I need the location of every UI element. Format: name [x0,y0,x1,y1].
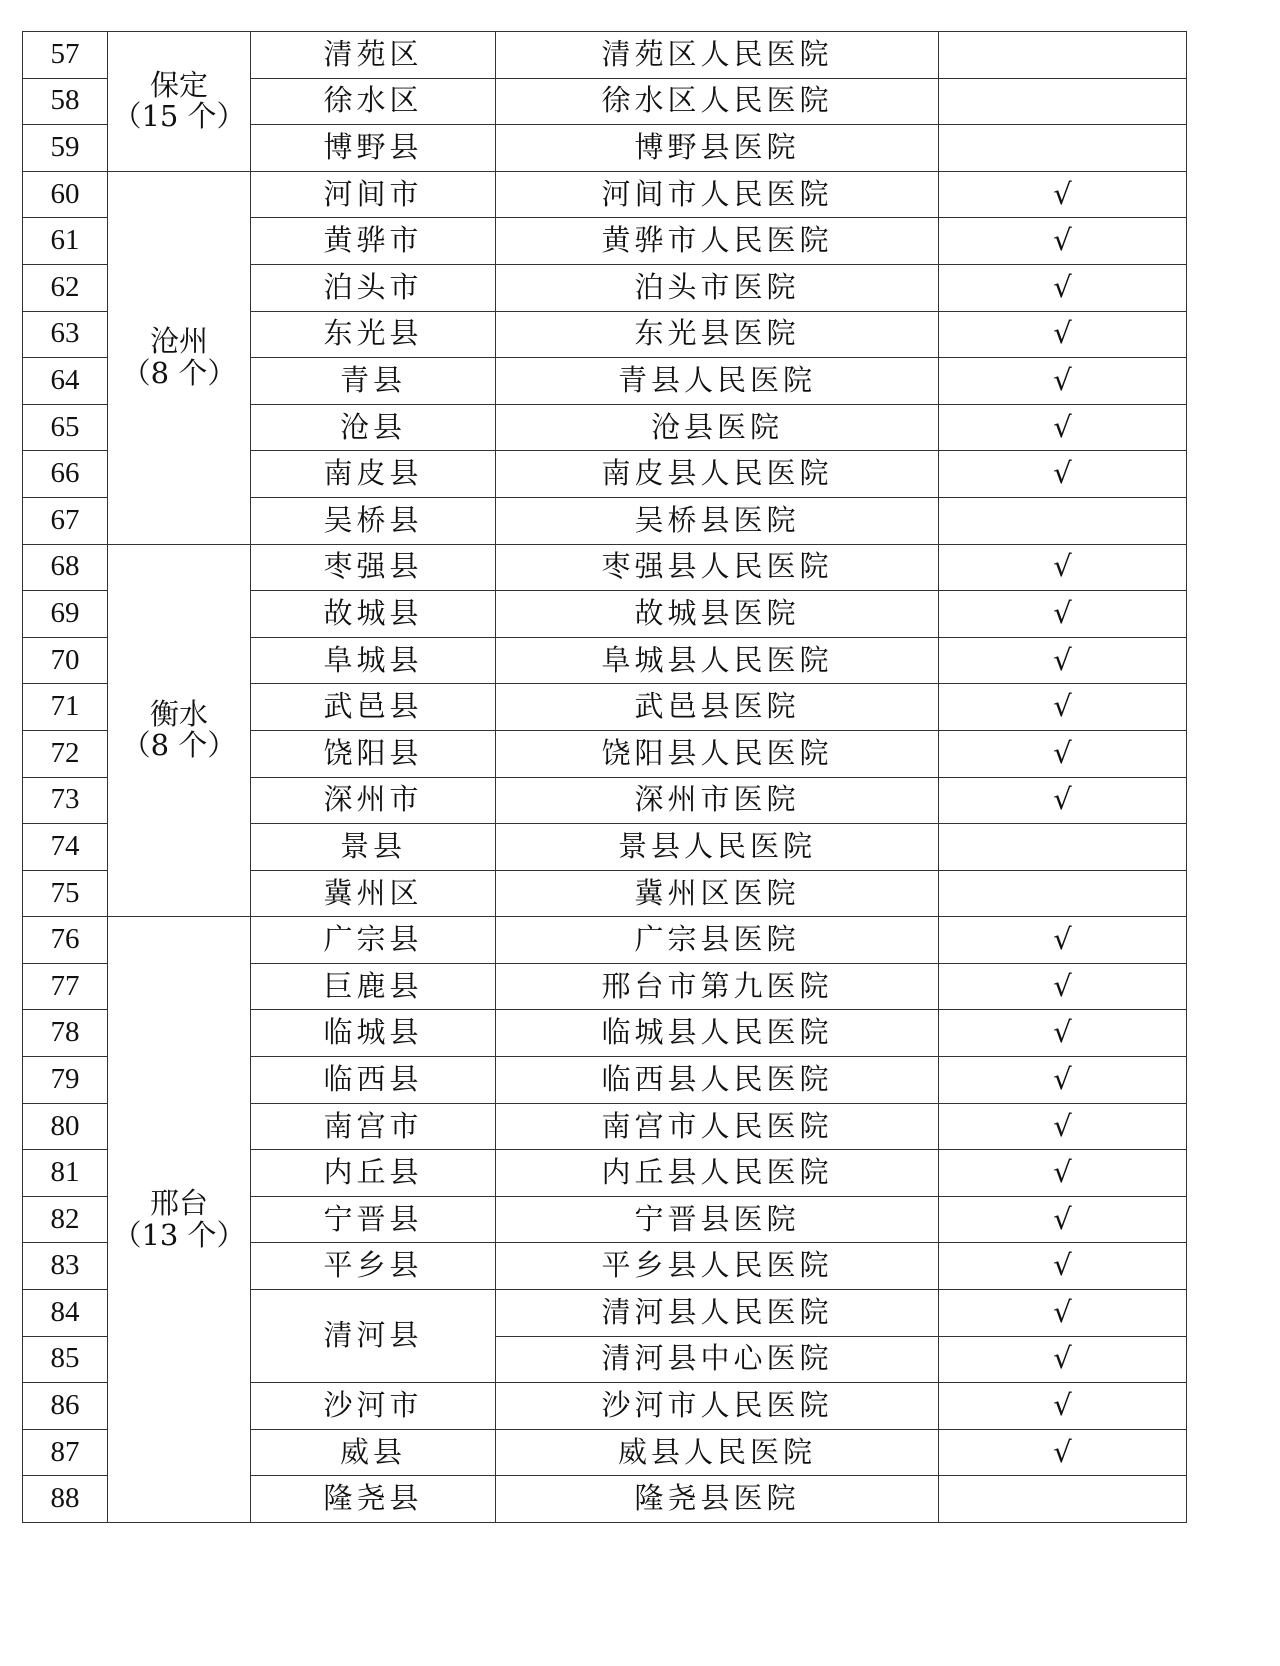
check-mark-icon: √ [939,637,1187,684]
county-cell: 饶阳县 [251,730,496,777]
row-number: 63 [23,311,108,358]
hospital-cell: 邢台市第九医院 [496,963,939,1010]
row-number: 78 [23,1010,108,1057]
row-number: 88 [23,1476,108,1523]
row-number: 84 [23,1290,108,1337]
county-cell: 黄骅市 [251,218,496,265]
county-cell: 内丘县 [251,1150,496,1197]
county-cell: 泊头市 [251,264,496,311]
hospital-cell: 东光县医院 [496,311,939,358]
check-mark-icon: √ [939,451,1187,498]
table-row [23,917,1187,964]
hospital-cell: 吴桥县医院 [496,497,939,544]
city-count: （8 个） [121,728,237,763]
county-cell: 故城县 [251,591,496,638]
row-number: 65 [23,404,108,451]
county-cell: 博野县 [251,125,496,172]
row-number: 62 [23,264,108,311]
county-cell: 清苑区 [251,32,496,79]
hospital-cell: 徐水区人民医院 [496,78,939,125]
city-name: 邢台 [149,1185,208,1220]
row-number: 76 [23,917,108,964]
hospital-cell: 沧县医院 [496,404,939,451]
check-mark-icon: √ [939,777,1187,824]
county-cell: 宁晋县 [251,1196,496,1243]
check-mark-icon [939,1476,1187,1523]
check-mark-icon: √ [939,1243,1187,1290]
county-cell: 吴桥县 [251,497,496,544]
city-cell [108,32,251,172]
county-cell: 平乡县 [251,1243,496,1290]
table-row [23,544,1187,591]
row-number: 81 [23,1150,108,1197]
county-cell: 临城县 [251,1010,496,1057]
hospital-cell: 武邑县医院 [496,684,939,731]
row-number: 82 [23,1196,108,1243]
hospital-cell: 南宫市人民医院 [496,1103,939,1150]
check-mark-icon: √ [939,1103,1187,1150]
hospital-cell: 隆尧县医院 [496,1476,939,1523]
row-number: 86 [23,1383,108,1430]
check-mark-icon: √ [939,1383,1187,1430]
county-cell: 武邑县 [251,684,496,731]
hospital-cell: 临城县人民医院 [496,1010,939,1057]
county-cell: 河间市 [251,171,496,218]
row-number: 80 [23,1103,108,1150]
row-number: 68 [23,544,108,591]
county-cell: 沧县 [251,404,496,451]
check-mark-icon: √ [939,917,1187,964]
hospital-cell: 黄骅市人民医院 [496,218,939,265]
hospital-cell: 故城县医院 [496,591,939,638]
table-row [23,171,1187,218]
city-name: 保定 [149,67,208,102]
row-number: 71 [23,684,108,731]
row-number: 74 [23,824,108,871]
hospital-cell: 清苑区人民医院 [496,32,939,79]
row-number: 67 [23,497,108,544]
hospital-cell: 青县人民医院 [496,358,939,405]
table-row [23,32,1187,79]
county-cell: 南皮县 [251,451,496,498]
city-name: 沧州 [149,323,208,358]
check-mark-icon: √ [939,1150,1187,1197]
hospital-cell: 博野县医院 [496,125,939,172]
row-number: 69 [23,591,108,638]
check-mark-icon: √ [939,358,1187,405]
check-mark-icon: √ [939,544,1187,591]
hospital-cell: 南皮县人民医院 [496,451,939,498]
hospital-cell: 河间市人民医院 [496,171,939,218]
check-mark-icon: √ [939,311,1187,358]
county-cell: 阜城县 [251,637,496,684]
check-mark-icon [939,32,1187,79]
county-cell: 徐水区 [251,78,496,125]
county-cell: 清河县 [251,1290,496,1383]
city-count: （15 个） [112,99,246,134]
row-number: 61 [23,218,108,265]
row-number: 70 [23,637,108,684]
row-number: 75 [23,870,108,917]
hospital-cell: 临西县人民医院 [496,1057,939,1104]
hospital-cell: 平乡县人民医院 [496,1243,939,1290]
hospital-cell: 深州市医院 [496,777,939,824]
check-mark-icon: √ [939,1010,1187,1057]
county-cell: 广宗县 [251,917,496,964]
row-number: 85 [23,1336,108,1383]
county-cell: 南宫市 [251,1103,496,1150]
city-cell [108,917,251,1523]
check-mark-icon: √ [939,1336,1187,1383]
hospital-cell: 冀州区医院 [496,870,939,917]
check-mark-icon: √ [939,1290,1187,1337]
row-number: 79 [23,1057,108,1104]
row-number: 58 [23,78,108,125]
hospital-cell: 饶阳县人民医院 [496,730,939,777]
county-cell: 深州市 [251,777,496,824]
county-cell: 隆尧县 [251,1476,496,1523]
check-mark-icon: √ [939,1429,1187,1476]
county-cell: 青县 [251,358,496,405]
county-cell: 景县 [251,824,496,871]
hospital-cell: 威县人民医院 [496,1429,939,1476]
hospital-table [22,31,1187,1523]
county-cell: 威县 [251,1429,496,1476]
check-mark-icon: √ [939,963,1187,1010]
city-name: 衡水 [149,696,208,731]
check-mark-icon [939,497,1187,544]
row-number: 83 [23,1243,108,1290]
county-cell: 临西县 [251,1057,496,1104]
check-mark-icon [939,125,1187,172]
row-number: 59 [23,125,108,172]
check-mark-icon [939,824,1187,871]
county-cell: 巨鹿县 [251,963,496,1010]
county-cell: 东光县 [251,311,496,358]
hospital-cell: 枣强县人民医院 [496,544,939,591]
check-mark-icon: √ [939,171,1187,218]
row-number: 66 [23,451,108,498]
hospital-table-body [23,32,1187,1523]
city-count: （13 个） [112,1217,246,1252]
row-number: 72 [23,730,108,777]
check-mark-icon [939,78,1187,125]
county-cell: 沙河市 [251,1383,496,1430]
check-mark-icon: √ [939,730,1187,777]
county-cell: 冀州区 [251,870,496,917]
city-cell [108,544,251,917]
row-number: 64 [23,358,108,405]
hospital-cell: 阜城县人民医院 [496,637,939,684]
check-mark-icon: √ [939,218,1187,265]
hospital-cell: 景县人民医院 [496,824,939,871]
row-number: 57 [23,32,108,79]
row-number: 87 [23,1429,108,1476]
row-number: 60 [23,171,108,218]
check-mark-icon [939,870,1187,917]
county-cell: 枣强县 [251,544,496,591]
city-count: （8 个） [121,355,237,390]
check-mark-icon: √ [939,1196,1187,1243]
hospital-cell: 清河县中心医院 [496,1336,939,1383]
hospital-cell: 广宗县医院 [496,917,939,964]
hospital-cell: 沙河市人民医院 [496,1383,939,1430]
check-mark-icon: √ [939,1057,1187,1104]
check-mark-icon: √ [939,684,1187,731]
check-mark-icon: √ [939,591,1187,638]
hospital-cell: 泊头市医院 [496,264,939,311]
row-number: 73 [23,777,108,824]
check-mark-icon: √ [939,404,1187,451]
city-cell [108,171,251,544]
hospital-cell: 宁晋县医院 [496,1196,939,1243]
hospital-cell: 内丘县人民医院 [496,1150,939,1197]
row-number: 77 [23,963,108,1010]
hospital-cell: 清河县人民医院 [496,1290,939,1337]
check-mark-icon: √ [939,264,1187,311]
